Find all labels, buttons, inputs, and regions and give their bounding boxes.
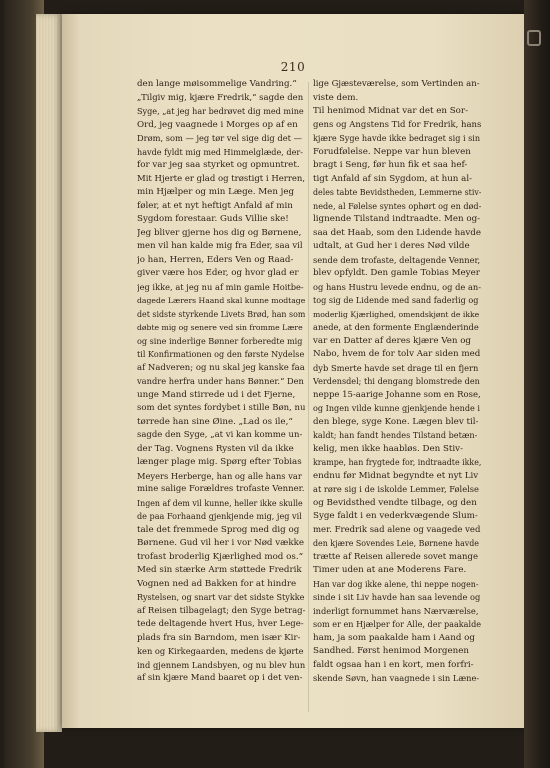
text-line: viste dem. <box>313 92 359 103</box>
binding-clip-icon <box>527 30 541 46</box>
text-line: Jeg bliver gjerne hos dig og Børnene, <box>137 227 302 238</box>
text-line: „Tilgiv mig, kjære Fredrik,“ sagde den <box>137 92 304 103</box>
text-line: anede, at den formente Englænderinde <box>313 322 479 332</box>
text-line: neppe 15-aarige Johanne som en Rose, <box>313 389 481 400</box>
text-line: sinde i sit Liv havde han saa levende og <box>313 592 481 602</box>
text-line: Vognen ned ad Bakken for at hindre <box>137 578 297 589</box>
text-line: sende dem trofaste, deltagende Venner, <box>313 254 481 265</box>
text-line: ind gjennem Landsbyen, og nu blev hun <box>137 659 305 670</box>
text-line: af Nadveren; og nu skal jeg kanske faa <box>137 362 305 373</box>
text-line: Med sin stærke Arm støttede Fredrik <box>137 565 302 575</box>
text-line: moderlig Kjærlighed, omendskjønt de ikke <box>313 309 480 319</box>
text-line: Til henimod Midnat var det en Sor- <box>313 106 469 116</box>
text-line: at røre sig i de iskolde Lemmer, Følelse <box>313 484 479 494</box>
text-line: det sidste styrkende Livets Brød, han som <box>137 309 305 319</box>
text-line: men vil han kalde mig fra Eder, saa vil <box>137 241 303 251</box>
text-line: døbte mig og senere ved sin fromme Lære <box>137 323 303 332</box>
text-line: Forudfølelse. Neppe var hun bleven <box>313 146 471 157</box>
text-line: kelig, men ikke haabløs. Den Stiv- <box>313 443 464 454</box>
right-column <box>313 78 481 686</box>
text-line: de paa Forhaand gjenkjende mig, jeg vil <box>137 511 302 521</box>
text-line: Timer uden at ane Moderens Fare. <box>313 565 467 575</box>
text-line: Syge faldt i en vederkvægende Slum- <box>313 511 478 521</box>
text-line: min Hjælper og min Læge. Men jeg <box>137 187 295 197</box>
text-line: Rystelsen, og snart var det sidste Stykke <box>137 592 305 602</box>
text-line: kjære Syge havde ikke bedraget sig i sin <box>313 133 481 143</box>
text-line: Verdensdel; thi dengang blomstrede den <box>313 376 480 386</box>
text-line: trætte af Reisen allerede sovet mange <box>313 551 478 562</box>
page-stack-edge <box>36 14 62 732</box>
text-line: og sine inderlige Bønner forberedte mig <box>137 335 303 346</box>
text-line: gens og Angstens Tid for Fredrik, hans <box>313 119 481 130</box>
text-line: føler, at et nyt heftigt Anfald af min <box>137 200 293 211</box>
text-line: og Bevidsthed vendte tilbage, og den <box>313 497 477 508</box>
text-line: sagde den Syge, „at vi kan komme un- <box>137 430 303 440</box>
text-line: jo han, Herren, Eders Ven og Raad- <box>137 254 294 265</box>
text-line: Syge, „at jeg har bedrøvet dig med mine <box>137 106 304 116</box>
text-line: Mit Hjerte er glad og trøstigt i Herren, <box>137 173 305 184</box>
text-line: længer plage mig. Spørg efter Tobias <box>137 457 302 467</box>
text-line: Ord, jeg vaagnede i Morges op af en <box>137 119 298 130</box>
text-line: deles tabte Bevidstheden, Lemmerne stiv- <box>313 188 481 197</box>
text-line: trofast broderlig Kjærlighed mod os.“ <box>137 551 304 562</box>
text-line: dagede Lærers Haand skal kunne modtage <box>137 296 305 305</box>
text-line: jeg ikke, at jeg nu af min gamle Hoitbe- <box>137 281 304 292</box>
text-line: Nabo, hvem de for tolv Aar siden med <box>313 349 481 359</box>
text-line: skende Søvn, han vaagnede i sin Læne- <box>313 673 480 683</box>
text-line: Han var dog ikke alene, thi neppe nogen- <box>313 579 479 589</box>
text-line: nede, al Følelse syntes ophørt og en død- <box>313 200 481 211</box>
left-column <box>137 78 305 686</box>
text-line: lige Gjæsteværelse, som Vertinden an- <box>313 79 480 89</box>
text-line: tale det fremmede Sprog med dig og <box>137 524 300 535</box>
text-line: inderligt fornummet hans Nærværelse, <box>313 605 479 616</box>
text-line: blev opfyldt. Den gamle Tobias Meyer <box>313 268 480 278</box>
text-line: den lange møisommelige Vandring.“ <box>137 79 297 89</box>
text-line: der Tag. Vognens Rysten vil da ikke <box>137 443 294 454</box>
right-binding-edge <box>524 0 550 768</box>
text-line: af sin kjære Mand baaret op i det ven- <box>137 673 303 683</box>
text-line: krampe, han frygtede for, indtraadte ikke, <box>313 458 481 467</box>
text-line: tog sig de Lidende med sand faderlig og <box>313 295 479 305</box>
text-line: dyb Smerte havde set drage til en fjern <box>313 362 479 373</box>
text-line: og Ingen vilde kunne gjenkjende hende i <box>313 403 480 413</box>
text-line: Drøm, som — jeg tør vel sige dig det — <box>137 133 302 143</box>
text-line: som det syntes fordybet i stille Bøn, nu <box>137 403 305 413</box>
text-line: tørrede han sine Øine. „Lad os ile,“ <box>137 416 293 427</box>
page-number: 210 <box>280 60 306 74</box>
text-line: faldt ogsaa han i en kort, men forfri- <box>313 659 474 670</box>
text-line: giver være hos Eder, og hvor glad er <box>137 268 299 278</box>
text-line: unge Mand stirrede ud i det Fjerne, <box>137 389 296 400</box>
text-line: Meyers Herberge, han og alle hans var <box>137 470 302 481</box>
text-line: kaldt; han fandt hendes Tilstand betæn- <box>313 430 478 440</box>
text-line: og hans Hustru levede endnu, og de an- <box>313 281 481 292</box>
text-line: ken og Kirkegaarden, medens de kjørte <box>137 646 304 656</box>
text-line: bragt i Seng, før hun fik et saa hef- <box>313 160 468 170</box>
text-line: udtalt, at Gud her i deres Nød vilde <box>313 241 470 251</box>
text-line: Sygdom forestaar. Guds Villie ske! <box>137 214 289 224</box>
text-line: var en Datter af deres kjære Ven og <box>313 335 471 346</box>
text-line: Sandhed. Først henimod Morgenen <box>313 646 469 656</box>
text-line: ham, ja som paakalde ham i Aand og <box>313 632 475 643</box>
text-line: Børnene. Gud vil her i vor Nød vække <box>137 538 304 548</box>
text-line: lignende Tilstand indtraadte. Men og- <box>313 214 481 224</box>
text-columns <box>137 78 489 718</box>
text-line: saa det Haab, som den Lidende havde <box>313 227 481 238</box>
text-line: mine salige Forældres trofaste Venner. <box>137 484 305 494</box>
text-line: den kjære Sovendes Leie, Børnene havde <box>313 539 479 548</box>
text-line: af Reisen tilbagelagt; den Syge betrag- <box>137 605 305 616</box>
text-line: plads fra sin Barndom, men især Kir- <box>137 632 301 643</box>
text-line: tigt Anfald af sin Sygdom, at hun al- <box>313 173 473 184</box>
text-line: tede deltagende hvert Hus, hver Lege- <box>137 619 304 629</box>
text-line: den blege, syge Kone. Lægen blev til- <box>313 416 479 427</box>
text-line: til Konfirmationen og den første Nydelse <box>137 349 305 359</box>
text-line: for var jeg saa styrket og opmuntret. <box>137 160 300 170</box>
text-line: mer. Fredrik sad alene og vaagede ved <box>313 524 481 535</box>
column-gutter <box>308 82 309 712</box>
text-line: Ingen af dem vil kunne, heller ikke skulle <box>137 498 303 508</box>
text-line: vandre herfra under hans Bønner.“ Den <box>137 376 304 386</box>
text-line: som er en Hjælper for Alle, der paakalde <box>313 619 481 629</box>
text-line: endnu før Midnat begyndte et nyt Liv <box>313 470 479 481</box>
text-line: havde fyldt mig med Himmelglæde, der- <box>137 146 303 157</box>
